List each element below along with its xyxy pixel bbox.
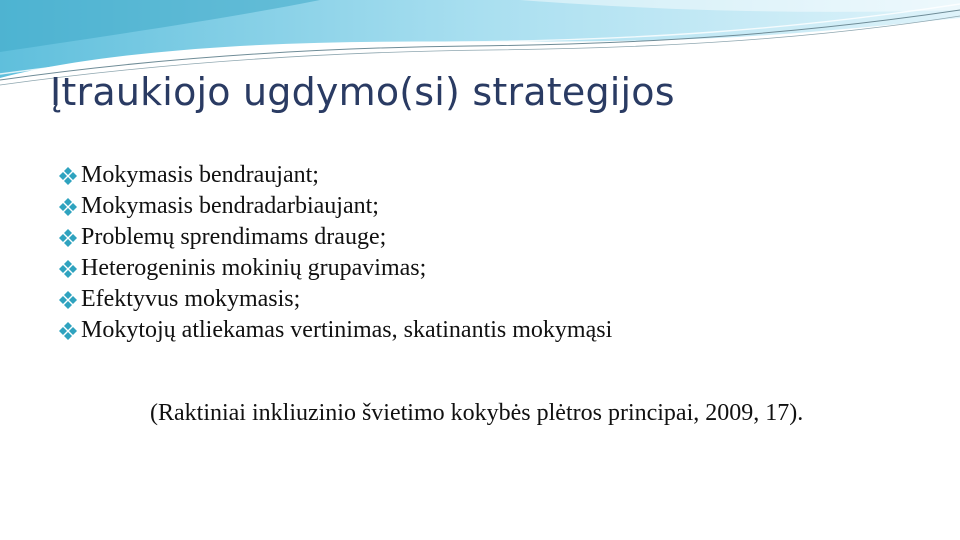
bullet-text: Mokymasis bendradarbiaujant; bbox=[81, 193, 379, 219]
bullet-text: Mokytojų atliekamas vertinimas, skatinantis mokymąsi bbox=[81, 317, 613, 343]
list-item bbox=[58, 222, 612, 253]
bullet-list bbox=[58, 160, 612, 346]
bullet-text: Mokymasis bendraujant; bbox=[81, 162, 319, 188]
list-item bbox=[58, 315, 612, 346]
slide-title: Įtraukiojo ugdymo(si) strategijos bbox=[50, 70, 675, 114]
diamond-icon bbox=[58, 166, 78, 186]
bullet-text: Efektyvus mokymasis; bbox=[81, 286, 301, 312]
list-item bbox=[58, 160, 612, 191]
diamond-icon bbox=[58, 259, 78, 279]
diamond-icon bbox=[58, 290, 78, 310]
bullet-text: Heterogeninis mokinių grupavimas; bbox=[81, 255, 427, 281]
diamond-icon bbox=[58, 197, 78, 217]
diamond-icon bbox=[58, 321, 78, 341]
list-item bbox=[58, 191, 612, 222]
citation: (Raktiniai inkliuzinio švietimo kokybės plėtros principai, 2009, 17). bbox=[150, 400, 804, 426]
list-item bbox=[58, 284, 612, 315]
bullet-text: Problemų sprendimams drauge; bbox=[81, 224, 387, 250]
diamond-icon bbox=[58, 228, 78, 248]
list-item bbox=[58, 253, 612, 284]
